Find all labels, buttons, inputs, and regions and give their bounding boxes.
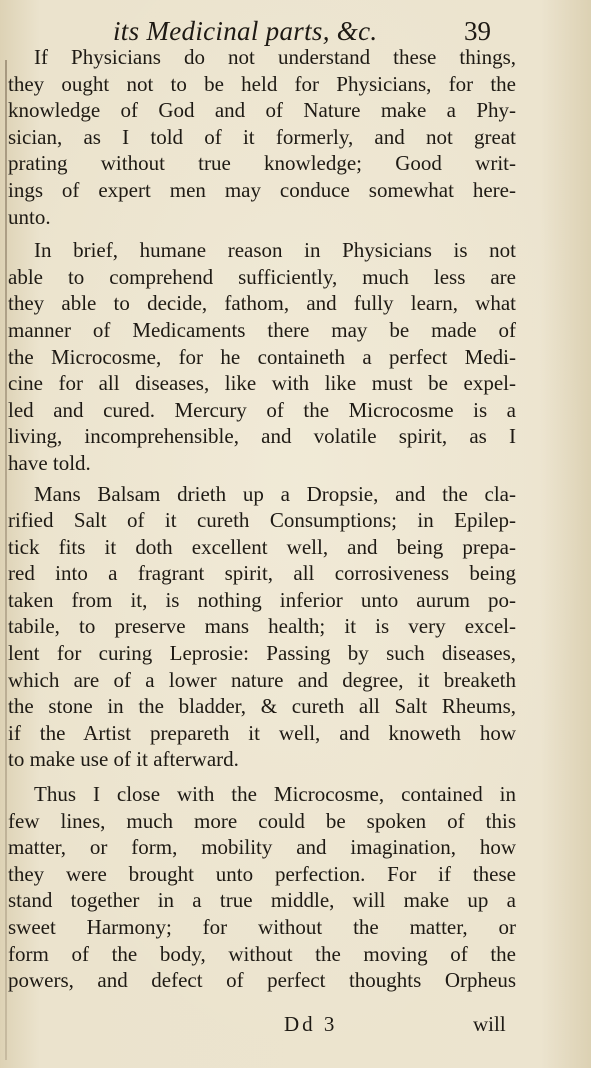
text-line: the Microcosme, for he containeth a perfect Medi- [8,344,516,369]
text-line: living, incomprehensible, and volatile spirit, as I [8,424,516,449]
text-line: Mans Balsam drieth up a Dropsie, and the cla- [34,481,516,506]
page-footer [0,1012,591,1042]
text-line: cine for all diseases, like with like must be expel- [8,371,516,396]
text-line: which are of a lower nature and degree, it breaketh [8,667,516,692]
binding-edge [5,60,7,1060]
text-line: the stone in the bladder, & cureth all Salt Rheums, [8,694,516,719]
text-line: have told. [8,450,91,475]
text-line: matter, or form, mobility and imagination, how [8,835,516,860]
page-number: 39 [464,16,491,46]
text-line: red into a fragrant spirit, all corrosiveness being [8,561,516,586]
paragraph [8,237,516,476]
text-line: In brief, humane reason in Physicians is not [34,238,516,263]
text-line: powers, and defect of perfect thoughts Orpheus [8,968,516,993]
text-line: manner of Medicaments there may be made of [8,317,516,342]
text-line: tabile, to preserve mans health; it is very excel- [8,614,516,639]
catchword: will [473,1012,506,1036]
text-line: taken from it, is nothing inferior unto aurum po- [8,587,516,612]
text-line: they able to decide, fathom, and fully learn, what [8,291,516,316]
text-body [8,44,516,994]
paragraph [8,781,516,994]
text-line: form of the body, without the moving of the [8,941,516,966]
text-line: knowledge of God and of Nature make a Phy- [8,98,516,123]
text-line: if the Artist prepareth it well, and knoweth how [8,720,516,745]
text-line: Thus I close with the Microcosme, contained in [34,782,516,807]
text-line: they ought not to be held for Physicians, for the [8,71,516,96]
running-title: its Medicinal parts, &c. [113,16,378,46]
text-line: few lines, much more could be spoken of this [8,808,516,833]
text-line: able to comprehend sufficiently, much less are [8,264,516,289]
text-line: tick fits it doth excellent well, and being prepa- [8,534,516,559]
text-line: sweet Harmony; for without the matter, or [8,915,516,939]
signature-mark: Dd 3 [284,1012,338,1036]
text-line: they were brought unto perfection. For if these [8,861,516,886]
text-line: prating without true knowledge; Good writ- [8,151,516,176]
text-line: ings of expert men may conduce somewhat here- [8,177,516,202]
page-header [0,10,591,46]
text-line: stand together in a true middle, will make up a [8,888,516,913]
text-line: lent for curing Leprosie: Passing by such diseases, [8,641,516,666]
text-line: led and cured. Mercury of the Microcosme is a [8,397,516,422]
text-line: If Physicians do not understand these things, [34,45,516,69]
paragraph [8,481,516,774]
text-line: to make use of it afterward. [8,747,239,772]
text-line: unto. [8,204,51,229]
text-line: rified Salt of it cureth Consumptions; in Epilep- [8,508,516,533]
text-line: sician, as I told of it formerly, and not great [8,124,516,149]
paragraph [8,44,516,230]
